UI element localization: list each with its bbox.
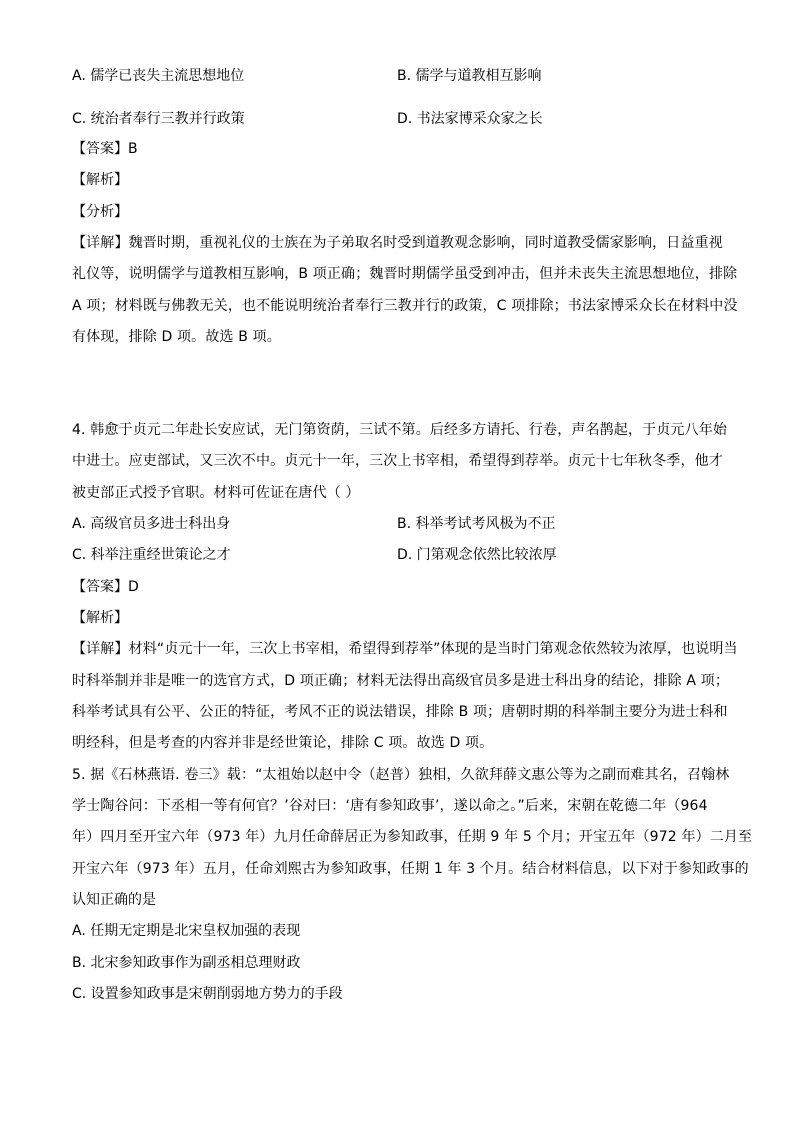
q4-stem-line-2: 中进士。应吏部试，又三次不中。贞元十一年，三次上书宰相，希望得到荐举。贞元十七年秋冬季，他才	[72, 453, 723, 469]
q5-stem-line-4: 开宝六年（973 年）五月，任命刘熙古为参知政事，任期 1 年 3 个月。结合材料信息，以下对于参知政事的	[72, 861, 749, 877]
q3-fenxi-heading: 【分析】	[72, 204, 128, 220]
q3-detail-line-4: 有体现，排除 D 项。故选 B 项。	[72, 329, 281, 345]
q5-stem-line-2: 学士陶谷问：下丞相一等有何官？’谷对曰：‘唐有参知政事’，遂以命之。”后来，宋朝在乾德二年（964	[72, 798, 708, 814]
q5-stem-line-3: 年）四月至开宝六年（973 年）九月任命薛居正为参知政事，任期 9 年 5 个月；开宝五年（972 年）二月至	[72, 829, 753, 845]
q3-answer: 【答案】B	[72, 141, 138, 157]
q4-stem-line-1: 4. 韩愈于贞元二年赴长安应试，无门第资荫，三试不第。后经多方请托、行卷，声名鹊起，于贞元八年始	[72, 422, 728, 438]
q5-stem-line-5: 认知正确的是	[72, 892, 156, 908]
q3-option-a: A. 儒学已丧失主流思想地位	[72, 68, 245, 84]
q4-detail-line-3: 科举考试具有公平、公正的特征，考风不正的说法错误，排除 B 项；唐朝时期的科举制主要分为进士科和	[72, 704, 728, 720]
q5-option-c: C. 设置参知政事是宋朝削弱地方势力的手段	[72, 986, 343, 1002]
q3-detail-line-2: 礼仪等，说明儒学与道教相互影响，B 项正确；魏晋时期儒学虽受到冲击，但并未丧失主流思想地位，排除	[72, 266, 738, 282]
q4-stem-line-3: 被吏部正式授予官职。材料可佐证在唐代（ ）	[72, 485, 360, 501]
q4-detail-line-2: 时科举制并非是唯一的选官方式，D 项正确；材料无法得出高级官员多是进士科出身的结论，排除 A 项；	[72, 673, 730, 689]
q4-option-c: C. 科举注重经世策论之才	[72, 547, 231, 563]
q4-detail-line-1: 【详解】材料“贞元十一年，三次上书宰相，希望得到荐举”体现的是当时门第观念依然较为浓厚，也说明当	[72, 641, 738, 657]
q5-stem-line-1: 5. 据《石林燕语. 卷三》载：“太祖始以赵中令（赵普）独相，久欲拜薛文惠公等为之副而难其名，召翰林	[72, 767, 730, 783]
q3-option-c: C. 统治者奉行三教并行政策	[72, 111, 245, 127]
q4-analysis-heading: 【解析】	[72, 610, 128, 626]
q4-detail-line-4: 明经科，但是考查的内容并非是经世策论，排除 C 项。故选 D 项。	[72, 735, 494, 751]
q3-analysis-heading: 【解析】	[72, 172, 128, 188]
q4-option-a: A. 高级官员多进士科出身	[72, 516, 231, 532]
q5-option-b: B. 北宋参知政事作为副丞相总理财政	[72, 955, 301, 971]
q4-answer: 【答案】D	[72, 579, 139, 595]
q4-option-b: B. 科举考试考风极为不正	[397, 516, 556, 532]
q5-option-a: A. 任期无定期是北宋皇权加强的表现	[72, 923, 301, 939]
q3-detail-line-3: A 项；材料既与佛教无关，也不能说明统治者奉行三教并行的政策，C 项排除；书法家博采众长在材料中没	[72, 298, 738, 314]
q3-option-d: D. 书法家博采众家之长	[397, 111, 543, 127]
q4-option-d: D. 门第观念依然比较浓厚	[397, 547, 557, 563]
q3-option-b: B. 儒学与道教相互影响	[397, 68, 542, 84]
q3-detail-line-1: 【详解】魏晋时期，重视礼仪的士族在为子弟取名时受到道教观念影响，同时道教受儒家影响，日益重视	[72, 235, 723, 251]
